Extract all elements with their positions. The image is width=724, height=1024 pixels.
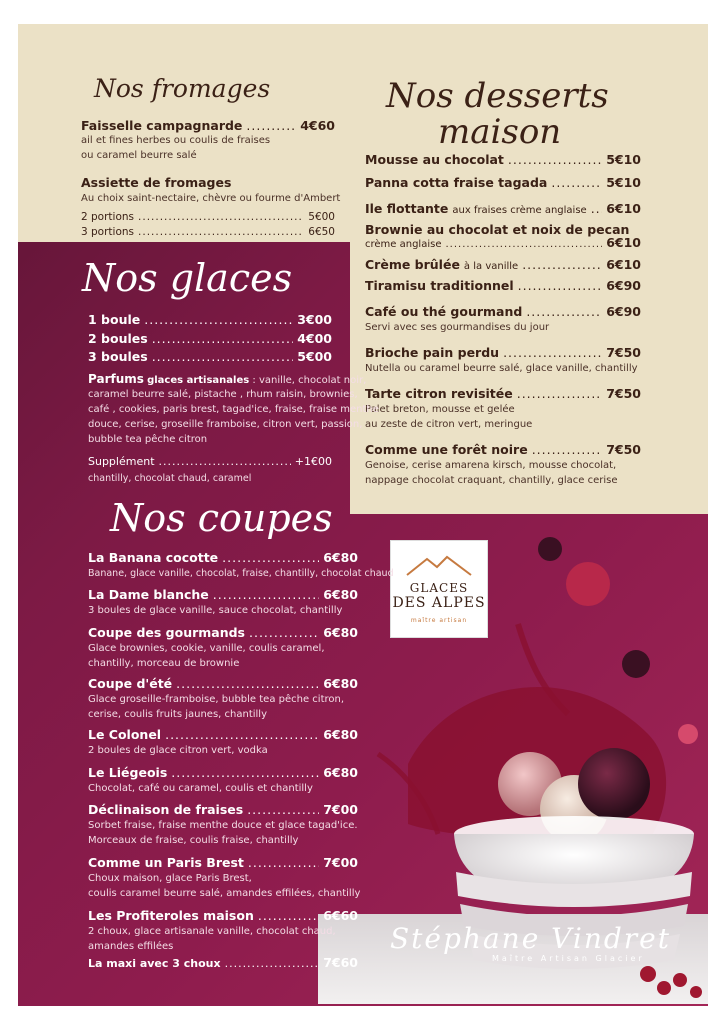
coupe-row <box>88 550 358 565</box>
maxi-row <box>88 955 358 970</box>
dessert-desc: Servi avec ses gourmandises du jour <box>365 322 550 333</box>
parfums-line: café , cookies, paris brest, tagad'ice, fraise, fraise menthe <box>88 404 379 415</box>
item-name: 1 boule <box>88 312 141 327</box>
glace-row <box>88 349 332 364</box>
dessert-row <box>365 386 641 401</box>
item-name: Le Liégeois <box>88 765 168 780</box>
coupe-desc: Glace groseille-framboise, bubble tea pêche citron, <box>88 694 345 705</box>
portion-row <box>81 226 335 238</box>
item-price: 3€00 <box>297 312 332 327</box>
item-name: Déclinaison de fraises <box>88 802 244 817</box>
coupe-desc: 2 choux, glace artisanale vanille, chocolat chaud, <box>88 926 336 937</box>
coupe-desc: chantilly, morceau de brownie <box>88 658 240 669</box>
mountain-icon <box>405 555 473 577</box>
item-price: 7€50 <box>606 345 641 360</box>
item-price: 6€10 <box>606 235 641 250</box>
coupe-row <box>88 855 358 870</box>
dessert-row <box>365 442 641 457</box>
glaces-des-alpes-logo <box>390 540 488 638</box>
item-price: 6€80 <box>323 765 358 780</box>
item-name: Crème brûlée <box>365 257 460 272</box>
cherry <box>538 537 562 561</box>
item-suffix: à la vanille <box>463 261 519 272</box>
item-price: 7€00 <box>323 802 358 817</box>
dessert-row <box>365 345 641 360</box>
dessert-row <box>365 152 641 167</box>
fromages-heading: Nos fromages <box>94 74 271 103</box>
dessert-desc: au zeste de citron vert, meringue <box>365 419 533 430</box>
coupe-desc: Morceaux de fraise, coulis fraise, chantilly <box>88 835 299 846</box>
dessert-row <box>365 257 641 272</box>
desserts-heading-line-2: maison <box>438 112 562 152</box>
item-name: Comme une forêt noire <box>365 442 528 457</box>
dessert-desc: nappage chocolat craquant, chantilly, glace cerise <box>365 475 618 486</box>
faisselle-desc-1: ail et fines herbes ou coulis de fraises <box>81 135 271 146</box>
logo-line-2: DES ALPES <box>392 595 486 611</box>
coupe-desc: 2 boules de glace citron vert, vodka <box>88 745 268 756</box>
parfums-line <box>88 372 366 388</box>
item-price: 4€00 <box>297 331 332 346</box>
item-name: Supplément <box>88 455 155 468</box>
glaces-heading: Nos glaces <box>82 256 293 300</box>
coupe-desc: Glace brownies, cookie, vanille, coulis caramel, <box>88 643 325 654</box>
item-name: Panna cotta fraise tagada <box>365 175 548 190</box>
item-price: 6€90 <box>606 278 641 293</box>
signature-title: Maître Artisan Glacier <box>492 954 645 963</box>
coupe-row <box>88 908 358 923</box>
item-price: 6€60 <box>323 908 358 923</box>
supplement-desc: chantilly, chocolat chaud, caramel <box>88 473 252 484</box>
dessert-row <box>365 235 641 250</box>
item-name: Assiette de fromages <box>81 175 232 190</box>
portion-label: 3 portions <box>81 226 135 238</box>
item-price: 7€50 <box>606 386 641 401</box>
item-name: Coupe des gourmands <box>88 625 246 640</box>
portion-price: 5€00 <box>308 211 335 223</box>
item-price: 5€00 <box>297 349 332 364</box>
supplement-row <box>88 455 332 468</box>
item-price: +1€00 <box>294 455 332 468</box>
item-name: Coupe d'été <box>88 676 173 691</box>
coupe-row <box>88 587 358 602</box>
signature: Stéphane Vindret <box>390 922 672 955</box>
coupe-row <box>88 625 358 640</box>
item-price: 6€10 <box>606 257 641 272</box>
item-price: 6€90 <box>606 304 641 319</box>
item-name: Faisselle campagnarde <box>81 118 243 133</box>
portion-label: 2 portions <box>81 211 135 223</box>
menu-page <box>18 24 708 1006</box>
item-name: La Banana cocotte <box>88 550 219 565</box>
parfums-line: caramel beurre salé, pistache , rhum raisin, brownies, <box>88 389 358 400</box>
coupe-row <box>88 727 358 742</box>
coupe-desc: Choux maison, glace Paris Brest, <box>88 873 252 884</box>
item-name: Mousse au chocolat <box>365 152 504 167</box>
parfums-sub: glaces artisanales <box>147 375 250 386</box>
item-name: 2 boules <box>88 331 148 346</box>
parfums-label: Parfums <box>88 372 144 386</box>
item-price: 7€50 <box>606 442 641 457</box>
item-name: Brioche pain perdu <box>365 345 500 360</box>
item-price: 6€80 <box>323 727 358 742</box>
logo-line-1: GLACES <box>409 581 469 595</box>
blueberry <box>622 650 650 678</box>
item-desc: crème anglaise <box>365 239 442 250</box>
glace-row <box>88 312 332 327</box>
assiette-row <box>81 175 231 190</box>
item-price: 6€80 <box>323 676 358 691</box>
coupe-desc: cerise, coulis fruits jaunes, chantilly <box>88 709 267 720</box>
desserts-heading-line-1: Nos desserts <box>386 76 609 116</box>
dessert-desc: Palet breton, mousse et gelée <box>365 404 515 415</box>
item-price: 6€80 <box>323 550 358 565</box>
item-suffix: aux fraises crème anglaise <box>452 205 587 216</box>
item-name: 3 boules <box>88 349 148 364</box>
coupe-row <box>88 802 358 817</box>
dessert-row <box>365 175 641 190</box>
assiette-desc: Au choix saint-nectaire, chèvre ou fourme d'Ambert <box>81 193 341 204</box>
item-price: 7€60 <box>323 955 358 970</box>
item-name: Tiramisu traditionnel <box>365 278 514 293</box>
dessert-desc: Genoise, cerise amarena kirsch, mousse chocolat, <box>365 460 617 471</box>
item-price: 6€80 <box>323 587 358 602</box>
faisselle-desc-2: ou caramel beurre salé <box>81 150 197 161</box>
item-price: 6€10 <box>606 201 641 216</box>
item-price: 6€80 <box>323 625 358 640</box>
logo-line-3: maître artisan <box>410 617 468 624</box>
berry-ice-cream-scoop <box>578 748 650 820</box>
dessert-desc: Nutella ou caramel beurre salé, glace vanille, chantilly <box>365 363 638 374</box>
item-name: La maxi avec 3 choux <box>88 957 221 970</box>
coupe-desc: 3 boules de glace vanille, sauce chocolat, chantilly <box>88 605 343 616</box>
coupe-row <box>88 765 358 780</box>
parfums-text: : vanille, chocolat noir, <box>252 375 367 386</box>
coupe-desc: Banane, glace vanille, chocolat, fraise, chantilly, chocolat chaud <box>88 568 394 579</box>
item-price: 5€10 <box>606 175 641 190</box>
item-name: Café ou thé gourmand <box>365 304 523 319</box>
coupes-heading: Nos coupes <box>110 496 333 540</box>
item-name: Le Colonel <box>88 727 162 742</box>
coupe-row <box>88 676 358 691</box>
item-name: Ile flottante <box>365 201 449 216</box>
portion-row <box>81 211 335 223</box>
coupe-desc: Sorbet fraise, fraise menthe douce et glace tagad'ice. <box>88 820 358 831</box>
item-name: Les Profiteroles maison <box>88 908 254 923</box>
item-price: 4€60 <box>300 118 335 133</box>
parfums-line: douce, cerise, groseille framboise, citron vert, passion, <box>88 419 363 430</box>
parfums-line: bubble tea pêche citron <box>88 434 208 445</box>
portion-price: 6€50 <box>308 226 335 238</box>
raspberry <box>566 562 610 606</box>
dessert-row <box>365 278 641 293</box>
item-price: 5€10 <box>606 152 641 167</box>
coupe-desc: coulis caramel beurre salé, amandes effilées, chantilly <box>88 888 361 899</box>
item-price: 7€00 <box>323 855 358 870</box>
item-name: Comme un Paris Brest <box>88 855 244 870</box>
glace-row <box>88 331 332 346</box>
dessert-row <box>365 201 641 216</box>
dessert-row <box>365 304 641 319</box>
coupe-desc: amandes effilées <box>88 941 174 952</box>
faisselle-row <box>81 118 335 133</box>
item-name: Tarte citron revisitée <box>365 386 513 401</box>
item-name: Brownie au chocolat et noix de pecan <box>365 222 630 237</box>
coupe-desc: Chocolat, café ou caramel, coulis et chantilly <box>88 783 313 794</box>
item-name: La Dame blanche <box>88 587 209 602</box>
